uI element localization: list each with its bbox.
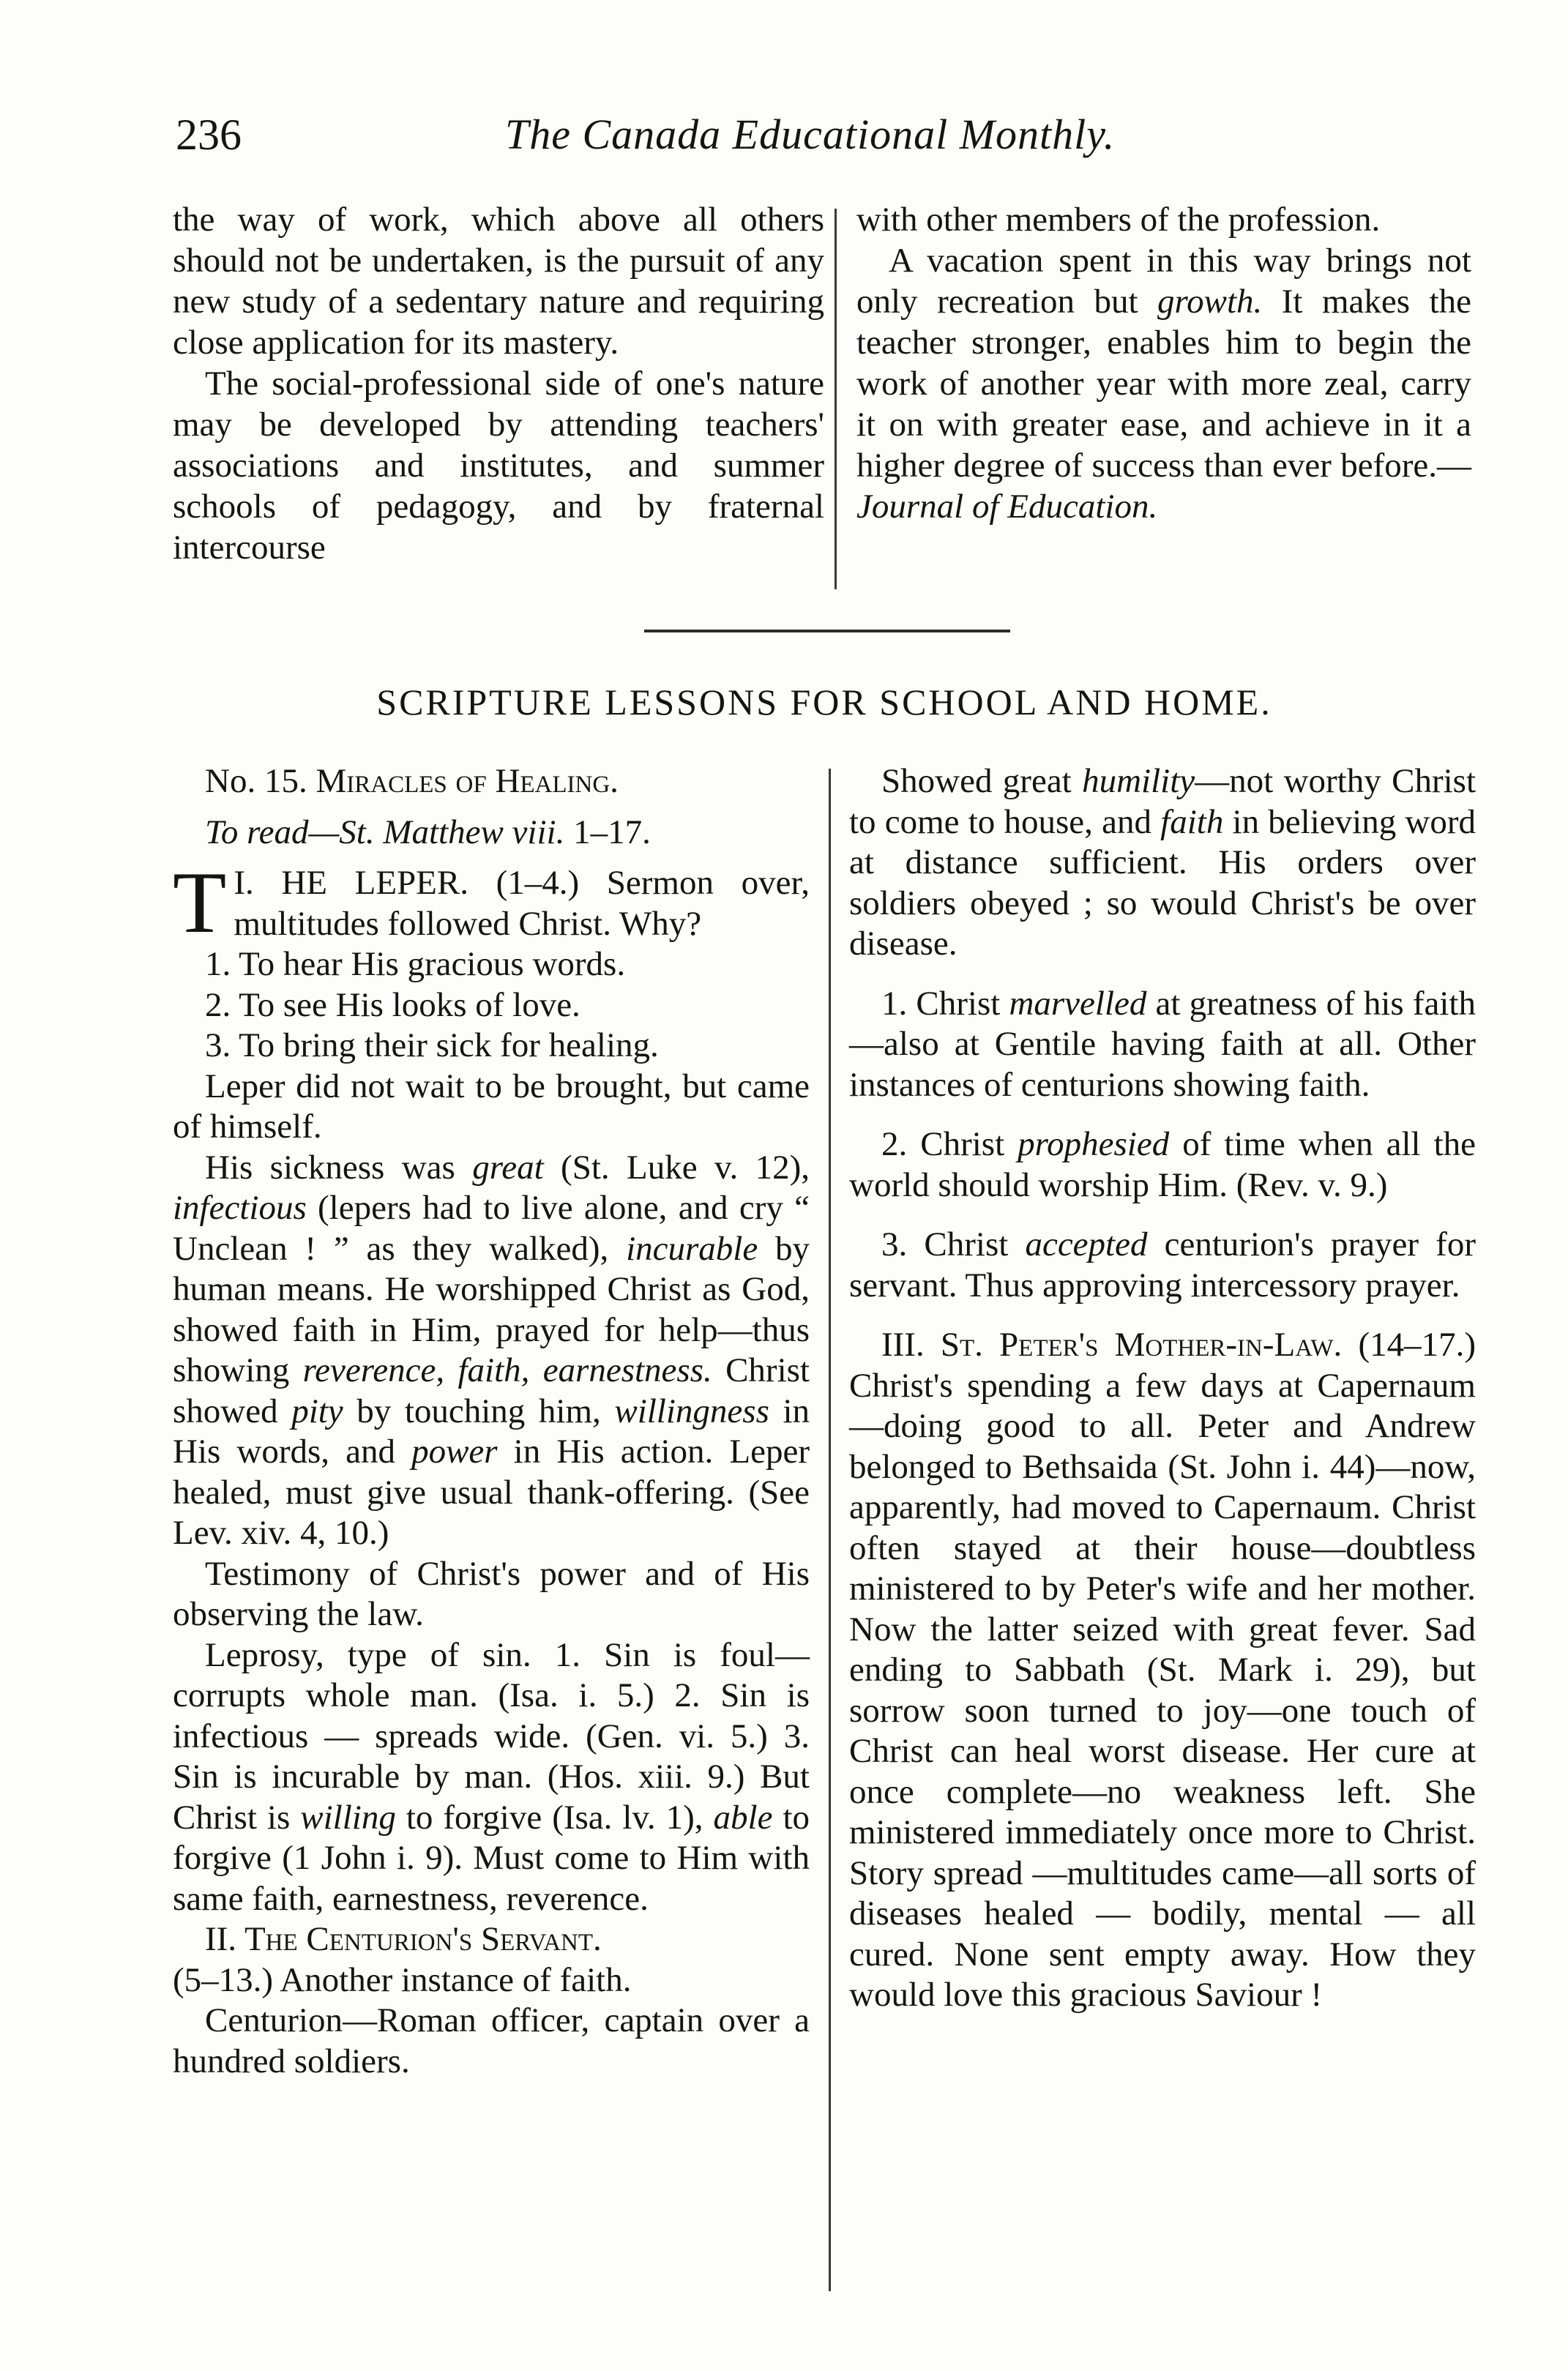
lesson-left-column [173,761,810,2082]
text-run: His sickness was [205,1148,473,1187]
emphasis: faith [1160,802,1224,841]
numbered-paragraph [849,1124,1476,1206]
top-left-column [173,199,824,568]
text-run: 3. Christ [881,1225,1026,1263]
paragraph [849,761,1476,965]
lesson-number: No. 15. [205,762,307,800]
list-item: 2. To see His looks of love. [205,985,580,1024]
part-two-heading: II. The Centurion's Servant. [205,1920,602,1958]
text-run: Showed great [881,762,1083,800]
reading-reference [173,813,810,854]
text-run: by human means. He worshipped Christ as God, showed faith in Him, prayed for help—thus showing [173,1229,810,1389]
text-run: of time when all the world should worship Him. (Rev. v. 9.) [849,1125,1476,1204]
drop-cap: T [173,854,227,951]
page-number: 236 [176,111,242,159]
emphasis: infectious [173,1189,307,1227]
text-run: by touching him, [343,1392,615,1430]
lesson-heading [173,761,810,802]
lesson-title: Miracles of Healing. [316,762,619,800]
part-three [849,1325,1476,2016]
paragraph: the way of work, which above all others should not be undertaken, is the pursuit of any new study of a sedentary nature and requiring close application for its mastery. [173,201,824,362]
paragraph: with other members of the profession. [856,201,1381,239]
text-run: in His words, and [173,1392,810,1471]
paragraph: (5–13.) Another instance of faith. [173,1960,632,1999]
text-run: (lepers had to live alone, and cry “ Unclean ! ” as they walked), [173,1189,810,1268]
emphasis: willing [300,1798,396,1837]
top-right-column [856,199,1471,527]
emphasis: humility [1082,762,1195,800]
text-run: to forgive (Isa. lv. 1), [395,1798,714,1837]
paragraph: Centurion—Roman officer, captain over a hundred soldiers. [173,2001,810,2080]
emphasis: growth. [1157,283,1263,321]
emphasis: able [713,1798,773,1837]
list-item: 3. To bring their sick for healing. [205,1026,659,1064]
reading-range: 1–17. [573,813,651,851]
emphasis: prophesied [1018,1125,1170,1163]
text-run: in His action. Leper healed, must give usual thank-offering. (See Lev. xiv. 4, 10.) [173,1433,810,1552]
column-divider [829,769,831,2291]
text-run: —not worthy Christ to come to house, and [849,762,1476,841]
emphasis: reverence, faith, earnestness. [302,1351,712,1389]
numbered-paragraph [849,1225,1476,1306]
part-title: HE LEPER. [281,864,468,902]
column-divider [835,209,837,589]
emphasis: willingness [614,1392,769,1430]
emphasis: incurable [626,1229,758,1268]
text-run: (St. Luke v. 12), [543,1148,810,1187]
part-three-heading: III. St. Peter's Mother-in-Law. [881,1326,1343,1364]
source-citation: Journal of Education. [856,488,1158,526]
paragraph [856,240,1471,527]
paragraph [173,1635,810,1920]
text-run: (14–17.) Christ's spending a few days at Capernaum—doing good to all. Peter and Andrew belonged to Bethsaida (St. John i. 44)—now, apparently, had moved to Capernaum. Christ often stayed at their house—doubtless ministered to by Peter's wife and her mother. Now the latter seized with great fever. Sad ending to Sabbath (St. Mark i. 29), but sorrow soon turned to joy—one touch of Christ can heal worst disease. Her cure at once complete—no weakness left. She ministered immediately once more to Christ. Story spread —multitudes came—all sorts of diseases healed — bodily, mental — all cured. None sent empty away. How they would love this gracious Saviour ! [849,1326,1476,2014]
section-divider [644,630,1010,632]
text-run: 1. Christ [881,984,1009,1023]
section-title: SCRIPTURE LESSONS FOR SCHOOL AND HOME. [376,682,1272,722]
paragraph: Leper did not wait to be brought, but came of himself. [173,1067,810,1146]
text-run: Christ showed [173,1351,810,1430]
emphasis: power [411,1433,498,1471]
part-one [173,854,810,951]
journal-title: The Canada Educational Monthly. [505,111,1116,158]
text-run: A vacation spent in this way brings not only recreation but [856,242,1471,321]
emphasis: accepted [1025,1225,1148,1263]
text-run: Leprosy, type of sin. 1. Sin is foul—corrupts whole man. (Isa. i. 5.) 2. Sin is infectious — spreads wide. (Gen. vi. 5.) 3. Sin is incurable by man. (Hos. xiii. 9.) But Christ is [173,1635,810,1837]
reading-label: To read—St. Matthew viii. [205,813,565,851]
paragraph: The social-professional side of one's nature may be developed by attending teachers' associations and institutes, and summer schools of pedagogy, and by fraternal intercourse [173,365,824,567]
numbered-paragraph [849,984,1476,1106]
text-run: in believing word at distance sufficient. His orders over soldiers obeyed ; so would Christ's be over disease. [849,802,1476,963]
text-run: It makes the teacher stronger, enables him to begin the work of another year with more zeal, carry it on with greater ease, and achieve in it a higher degree of success than ever before.— [856,283,1472,485]
text-run: to forgive (1 John i. 9). Must come to Him with same faith, earnestness, reverence. [173,1798,810,1918]
text-run: (1–4.) Sermon over, multitudes followed Christ. Why? [234,864,810,943]
text-run: centurion's prayer for servant. Thus approving intercessory prayer. [849,1225,1476,1304]
running-header [176,110,1449,176]
text-run: 2. Christ [881,1125,1018,1163]
lesson-right-column [849,761,1476,2016]
emphasis: pity [291,1392,343,1430]
text-run: at greatness of his faith—also at Gentile having faith at all. Other instances of centurions showing faith. [849,984,1476,1104]
emphasis: marvelled [1009,984,1147,1023]
paragraph: Testimony of Christ's power and of His observing the law. [173,1554,810,1633]
emphasis: great [472,1148,544,1187]
paragraph [173,1148,810,1554]
list-item: 1. To hear His gracious words. [205,945,626,983]
part-numeral: I. [234,864,254,902]
